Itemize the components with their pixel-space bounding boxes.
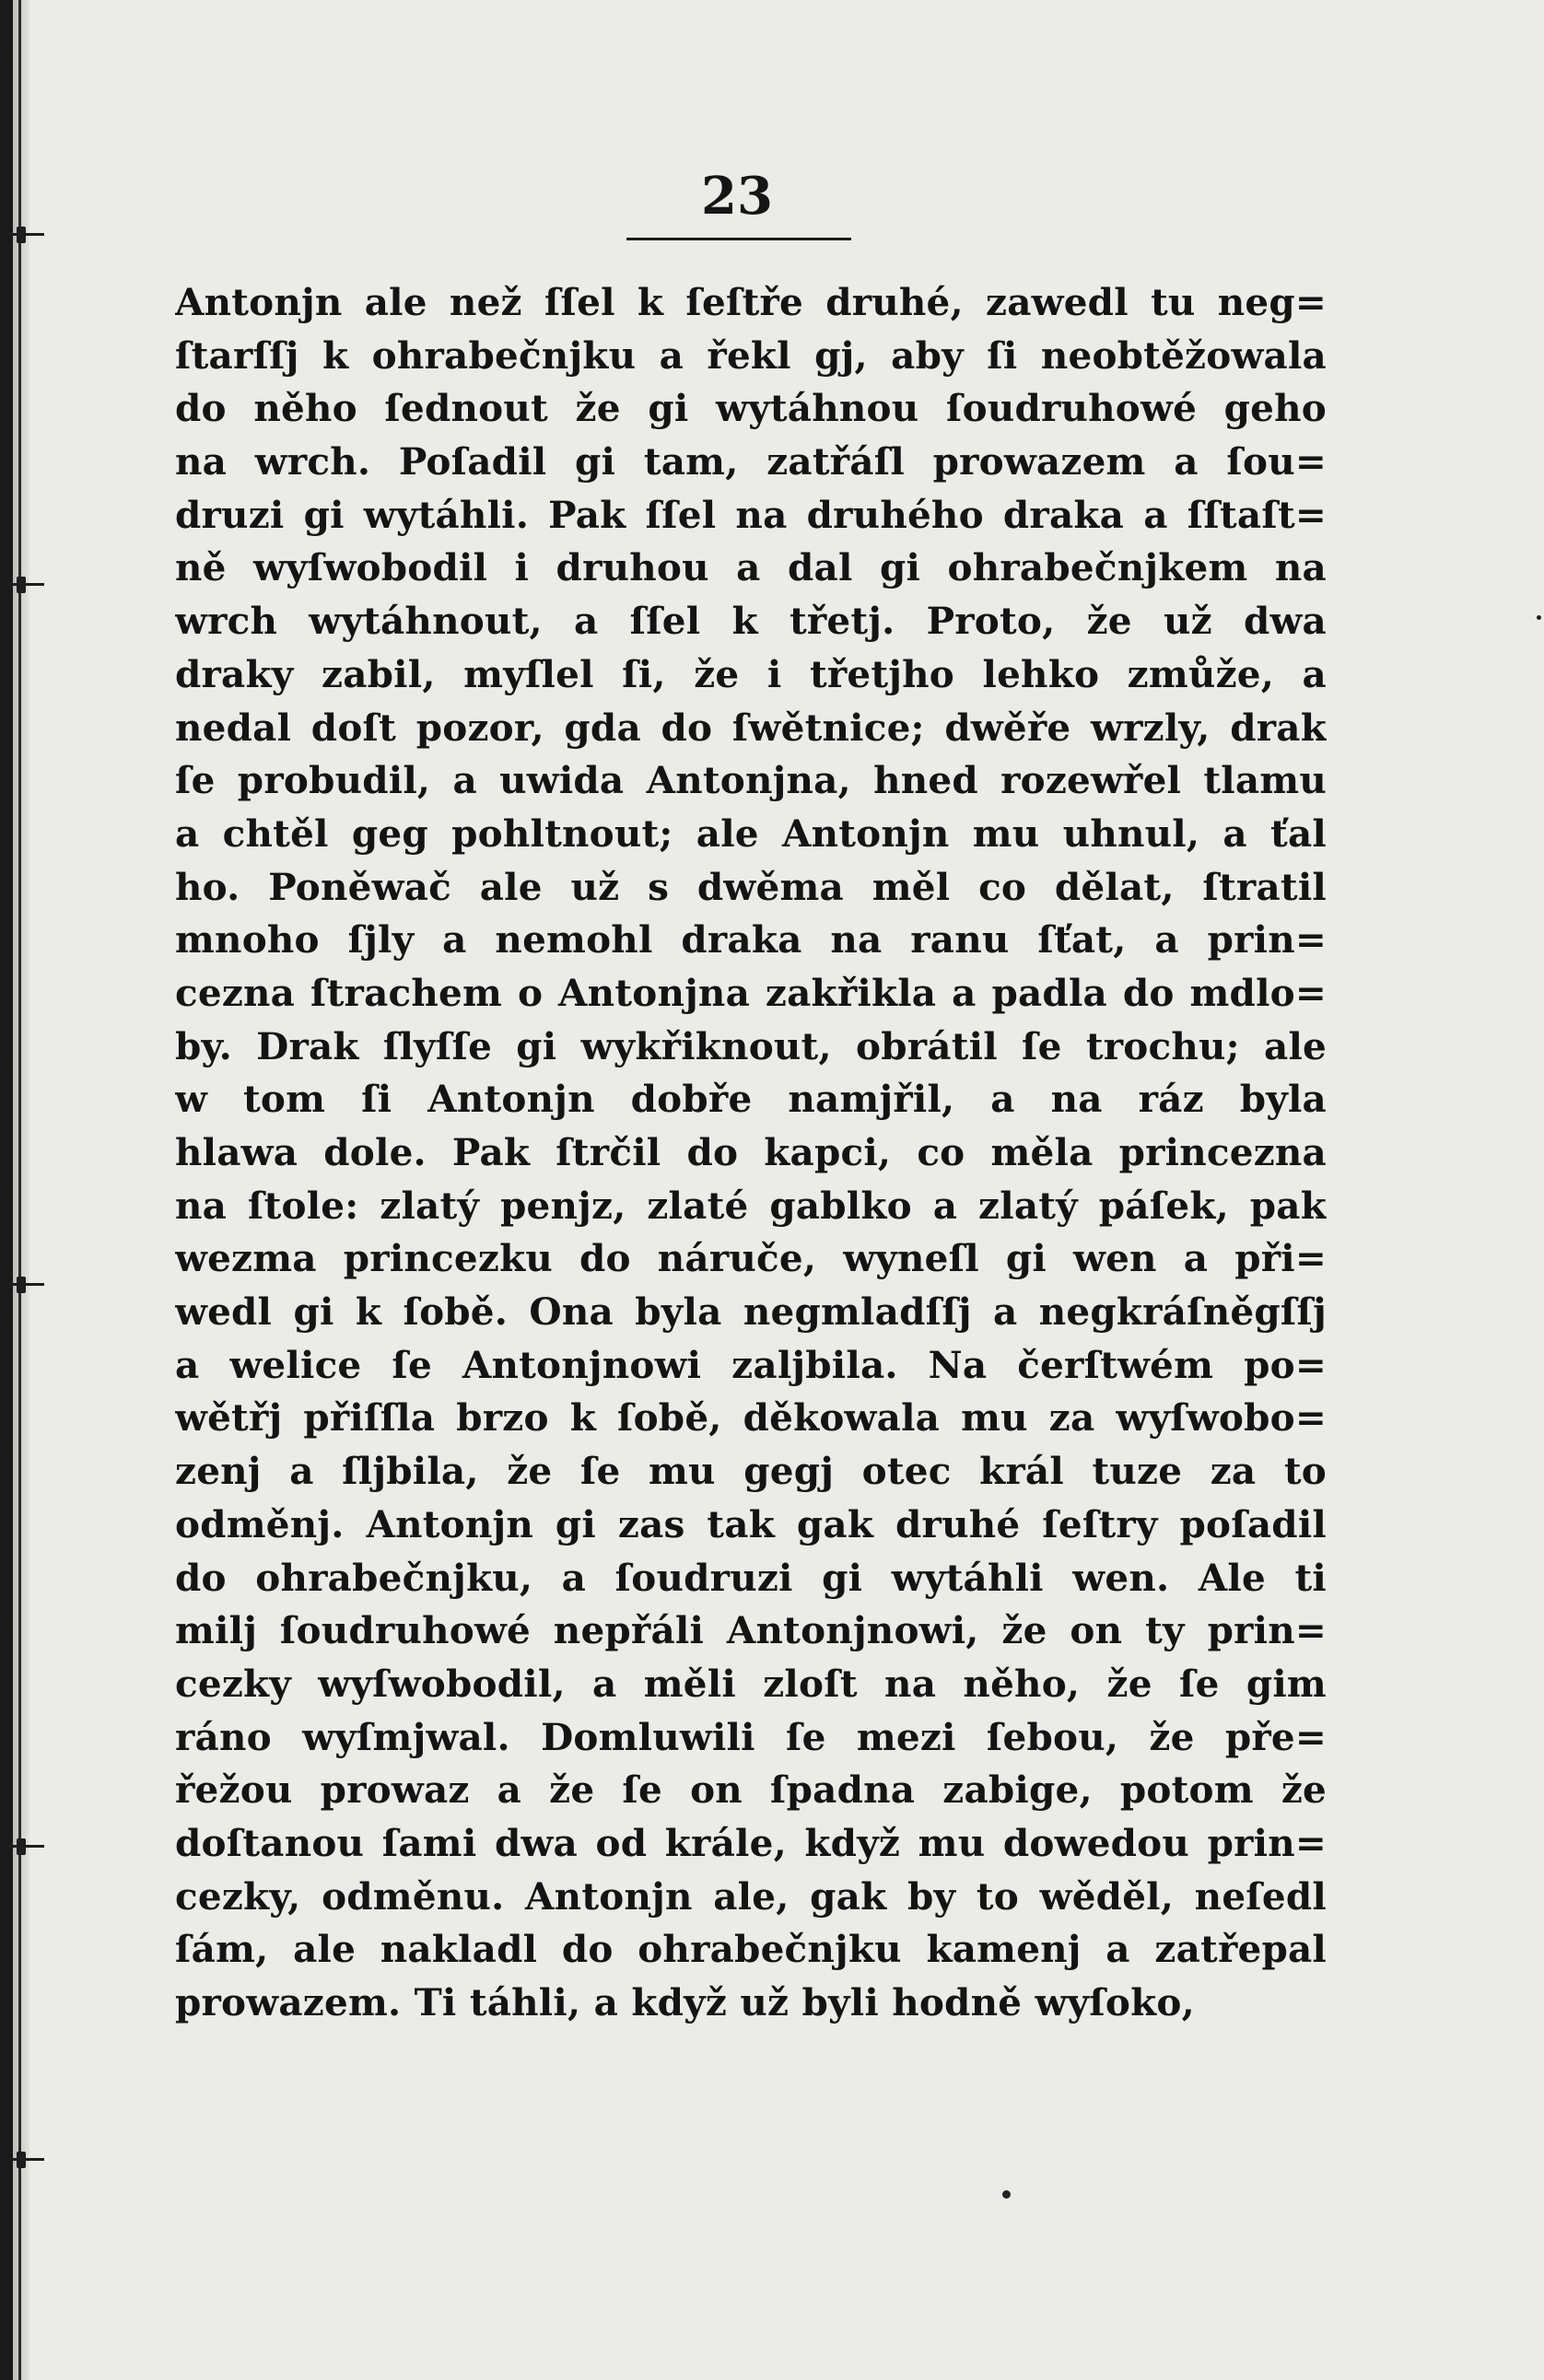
text-line: ſtarſſj k ohrabečnjku a řekl gj, aby ſi neobtěžowala bbox=[175, 332, 1327, 378]
binding-edge bbox=[0, 0, 13, 2380]
text-line: Antonjn ale než ſſel k ſeſtře druhé, zawedl tu neg= bbox=[175, 280, 1327, 324]
text-line: by. Drak ſlyſſe gi wykřiknout, obrátil ſe trochu; ale bbox=[175, 1023, 1327, 1068]
ink-speck bbox=[1002, 2190, 1011, 2199]
binding-stitch bbox=[7, 1280, 44, 1289]
text-line: ho. Poněwač ale už s dwěma měl co dělat, ſtratil bbox=[175, 864, 1327, 909]
text-line: wezma princezku do náruče, wyneſl gi wen a při= bbox=[175, 1236, 1327, 1281]
text-line: cezna ſtrachem o Antonjna zakřikla a padla do mdlo= bbox=[175, 970, 1327, 1015]
binding-shadow bbox=[13, 0, 29, 2380]
text-line: cezky wyſwobodil, a měli zloſt na něho, že ſe gim bbox=[175, 1661, 1327, 1706]
text-line: ſe probudil, a uwida Antonjna, hned rozewřel tlamu bbox=[175, 758, 1327, 803]
page-number-rule bbox=[626, 238, 851, 240]
binding-stitch bbox=[7, 2155, 44, 2164]
text-line: hlawa dole. Pak ſtrčil do kapci, co měla princezna bbox=[175, 1130, 1327, 1174]
text-line: doſtanou ſami dwa od krále, když mu dowedou prin= bbox=[175, 1820, 1327, 1865]
text-line: a welice ſe Antonjnowi zaljbila. Na čerſtwém po= bbox=[175, 1342, 1327, 1387]
body-text bbox=[175, 276, 1327, 2030]
text-line: na ſtole: zlatý penjz, zlaté gablko a zlatý páſek, pak bbox=[175, 1183, 1327, 1228]
text-line: na wrch. Poſadil gi tam, zatřáſl prowazem a ſou= bbox=[175, 439, 1327, 484]
text-line: odměnj. Antonjn gi zas tak gak druhé ſeſtry poſadil bbox=[175, 1501, 1327, 1546]
ink-speck bbox=[1537, 615, 1541, 620]
text-line: ráno wyſmjwal. Domluwili ſe mezi ſebou, že pře= bbox=[175, 1714, 1327, 1759]
text-line: ſám, ale nakladl do ohrabečnjku kamenj a zatřepal bbox=[175, 1927, 1327, 1972]
text-line: zenj a ſljbila, že ſe mu gegj otec král tuze za to bbox=[175, 1449, 1327, 1494]
page-number: 23 bbox=[701, 166, 773, 227]
text-line: wedl gi k ſobě. Ona byla negmladſſj a negkráſněgſſj bbox=[175, 1289, 1327, 1335]
binding-stitch bbox=[7, 1842, 44, 1851]
text-line: ně wyſwobodil i druhou a dal gi ohrabečnjkem na bbox=[175, 545, 1327, 590]
text-line: draky zabil, myſlel ſi, že i třetjho lehko zmůže, a bbox=[175, 651, 1327, 696]
text-line: řežou prowaz a že ſe on ſpadna zabige, potom že bbox=[175, 1768, 1327, 1813]
text-line: w tom ſi Antonjn dobře namjřil, a na ráz byla bbox=[175, 1077, 1327, 1122]
text-line: nedal doſt pozor, gda do ſwětnice; dwěře wrzly, drak bbox=[175, 705, 1327, 750]
text-line: prowazem. Ti táhli, a když už byli hodně wyſoko, bbox=[175, 1980, 1195, 2024]
binding-thread bbox=[18, 0, 21, 2380]
text-line: a chtěl geg pohltnout; ale Antonjn mu uhnul, a ťal bbox=[175, 811, 1327, 856]
text-line: do ohrabečnjku, a ſoudruzi gi wytáhli wen. Ale ti bbox=[175, 1555, 1327, 1600]
binding-stitch bbox=[7, 580, 44, 589]
text-line: wrch wytáhnout, a ſſel k třetj. Proto, že už dwa bbox=[175, 599, 1327, 644]
text-line: druzi gi wytáhli. Pak ſſel na druhého draka a ſſtaſt= bbox=[175, 492, 1327, 537]
text-line: cezky, odměnu. Antonjn ale, gak by to wěděl, neſedl bbox=[175, 1873, 1327, 1919]
text-line: milj ſoudruhowé nepřáli Antonjnowi, že on ty prin= bbox=[175, 1608, 1327, 1653]
binding-stitch bbox=[7, 230, 44, 239]
text-line: do něho ſednout že gi wytáhnou ſoudruhowé geho bbox=[175, 386, 1327, 431]
text-line: wětřj přiſſla brzo k ſobě, děkowala mu za wyſwobo= bbox=[175, 1395, 1327, 1441]
text-line: mnoho ſjly a nemohl draka na ranu ſťat, a prin= bbox=[175, 917, 1327, 962]
